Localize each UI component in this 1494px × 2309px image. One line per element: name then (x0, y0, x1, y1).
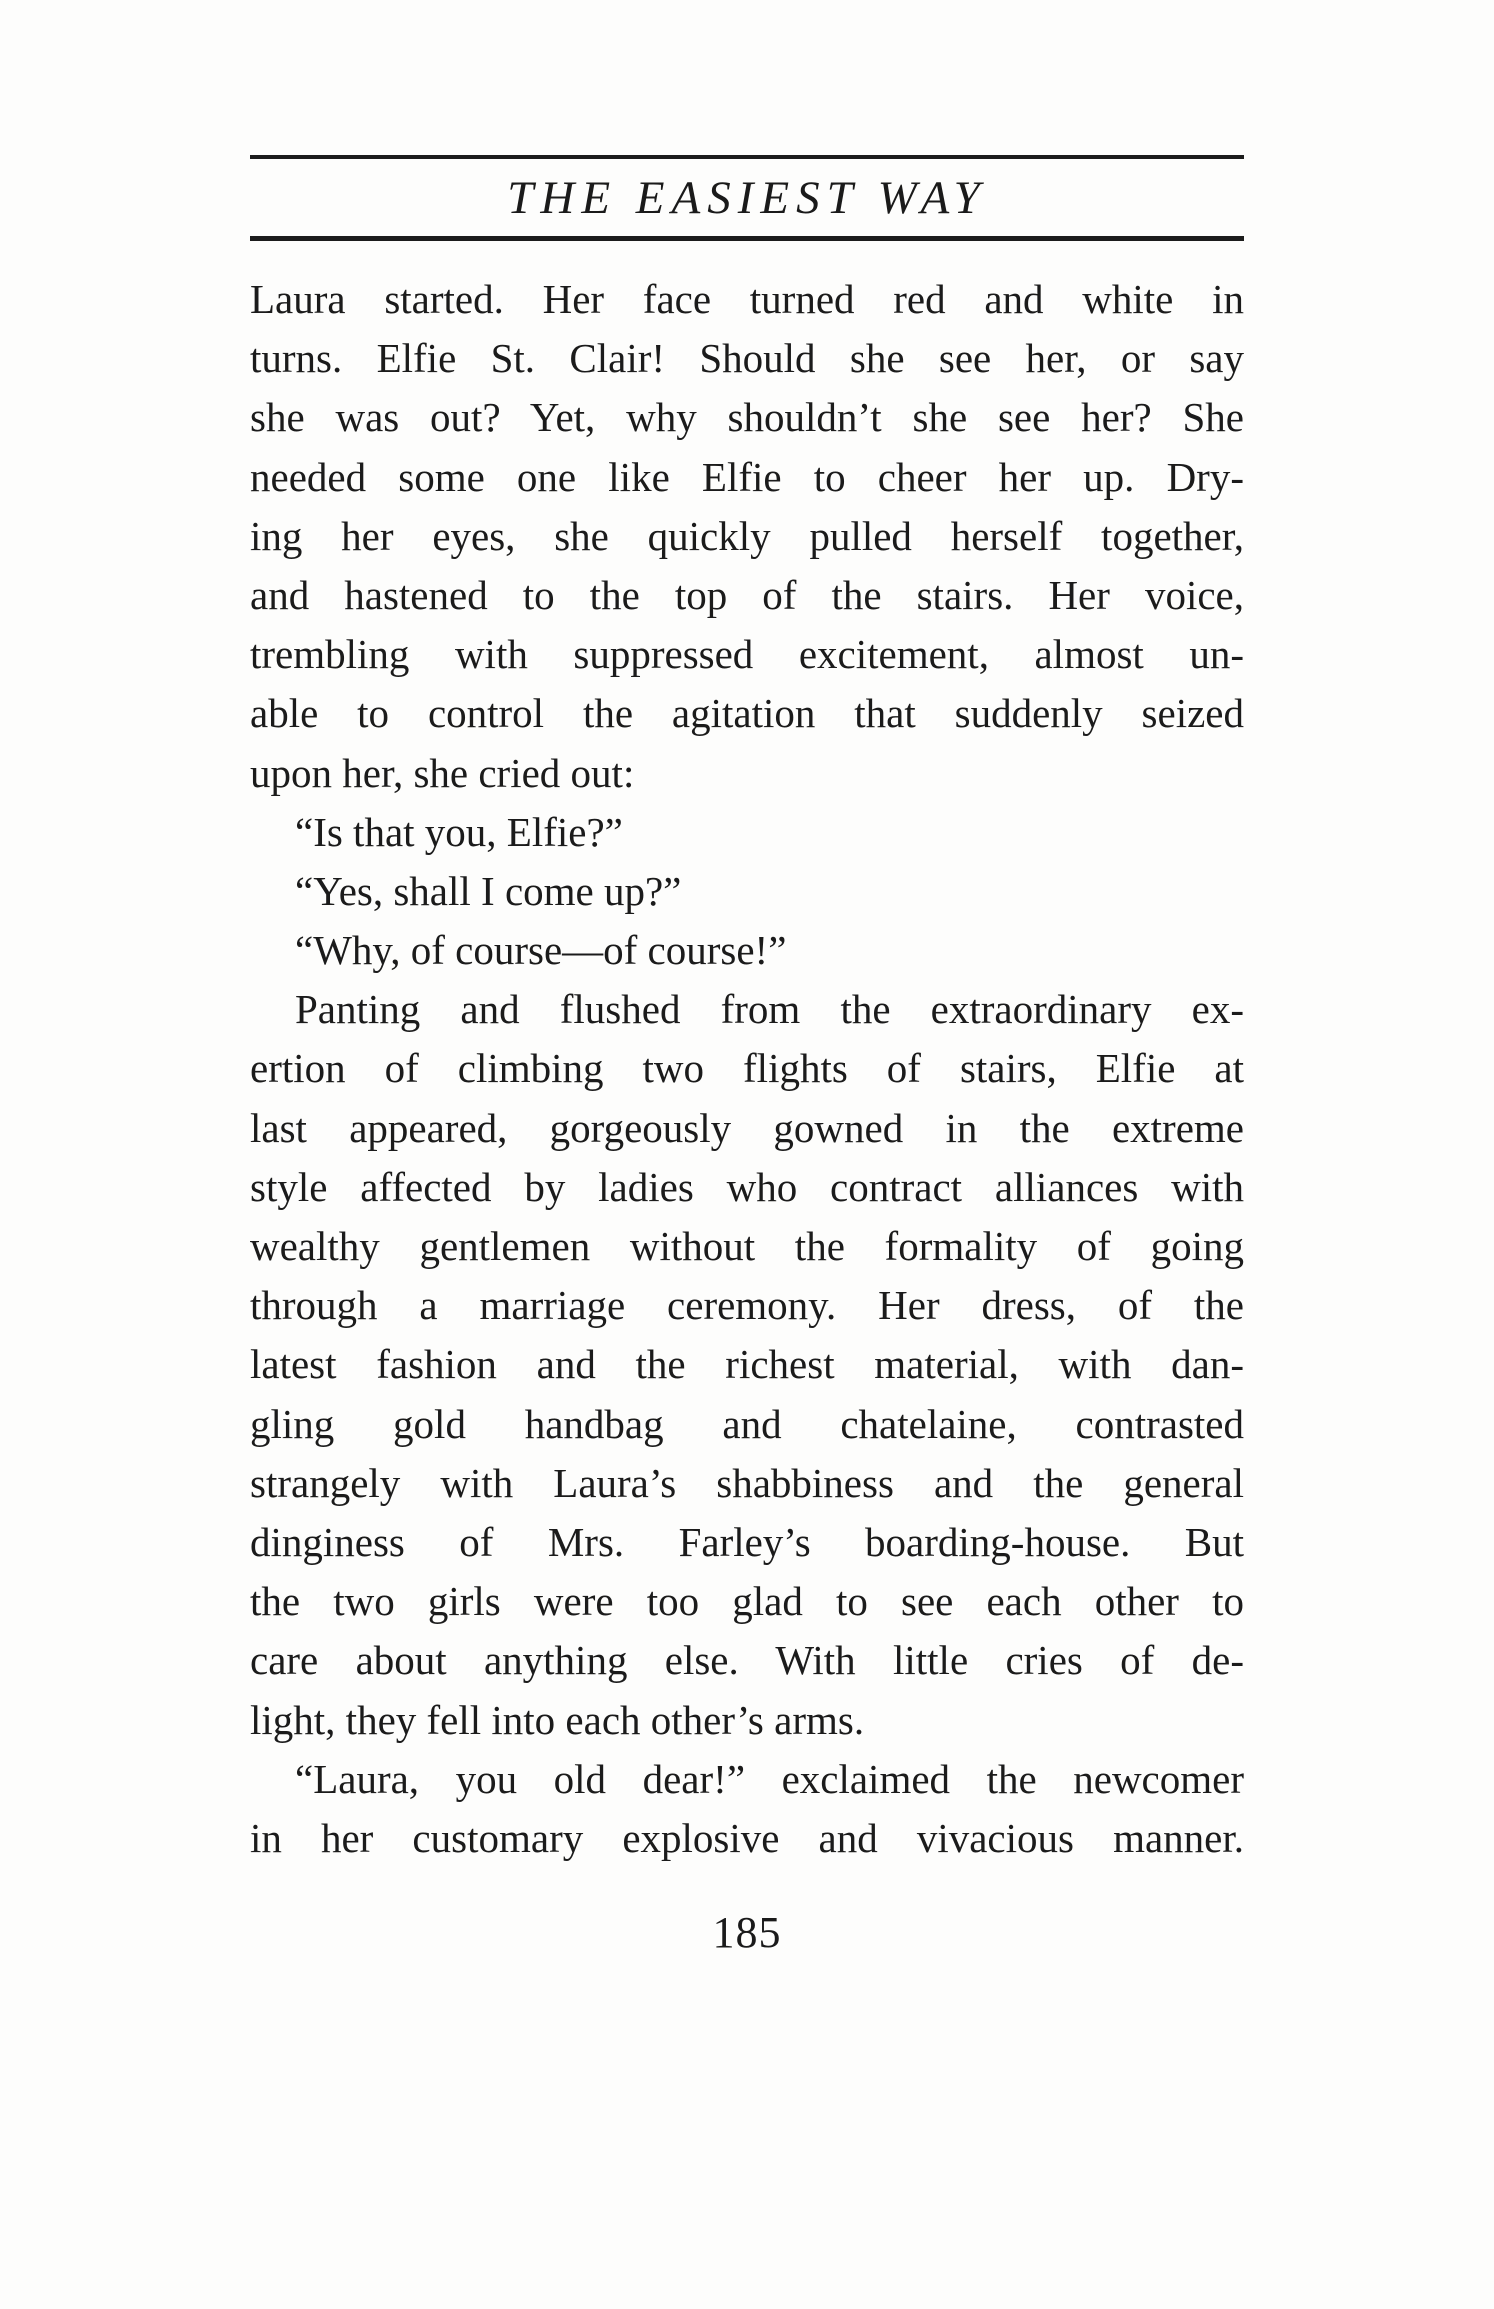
running-title: THE EASIEST WAY (507, 172, 987, 224)
text-line: needed some one like Elfie to cheer her up. Dry- (250, 453, 1244, 500)
text-line: turns. Elfie St. Clair! Should she see her, or say (250, 335, 1244, 382)
text-line: latest fashion and the richest material, with dan- (250, 1341, 1244, 1388)
text-line: “Why, of course—of course!” (295, 927, 787, 974)
text-line: strangely with Laura’s shabbiness and the general (250, 1459, 1244, 1506)
text-line: wealthy gentlemen without the formality of going (250, 1223, 1244, 1269)
body-text (250, 270, 1244, 1868)
text-line: last appeared, gorgeously gowned in the extreme (250, 1104, 1244, 1151)
text-line: “Is that you, Elfie?” (295, 808, 623, 855)
text-line: ertion of climbing two flights of stairs, Elfie at (250, 1045, 1244, 1092)
text-line: the two girls were too glad to see each other to (250, 1578, 1244, 1625)
text-line: ing her eyes, she quickly pulled herself together, (250, 512, 1244, 559)
text-line: and hastened to the top of the stairs. Her voice, (250, 571, 1244, 618)
text-line: through a marriage ceremony. Her dress, of the (250, 1282, 1244, 1329)
header-rule-bottom (250, 236, 1244, 241)
text-line: she was out? Yet, why shouldn’t she see her? She (250, 394, 1244, 441)
text-line: dinginess of Mrs. Farley’s boarding-house. But (250, 1518, 1244, 1565)
text-line: “Yes, shall I come up?” (295, 867, 682, 914)
text-line: upon her, she cried out: (250, 749, 635, 796)
text-line: care about anything else. With little cries of de- (250, 1637, 1244, 1684)
text-line: trembling with suppressed excitement, almost un- (250, 631, 1244, 678)
text-line: Panting and flushed from the extraordinary ex- (295, 986, 1244, 1033)
text-line: in her customary explosive and vivacious manner. (250, 1814, 1244, 1861)
page-number: 185 (712, 1908, 782, 1957)
text-line: “Laura, you old dear!” exclaimed the newcomer (295, 1755, 1244, 1802)
text-line: able to control the agitation that suddenly seized (250, 690, 1244, 737)
text-line: light, they fell into each other’s arms. (250, 1696, 865, 1743)
text-line: style affected by ladies who contract alliances with (250, 1163, 1244, 1210)
header-rule-top (250, 155, 1244, 159)
text-line: gling gold handbag and chatelaine, contrasted (250, 1400, 1244, 1447)
text-line: Laura started. Her face turned red and white in (250, 276, 1244, 322)
